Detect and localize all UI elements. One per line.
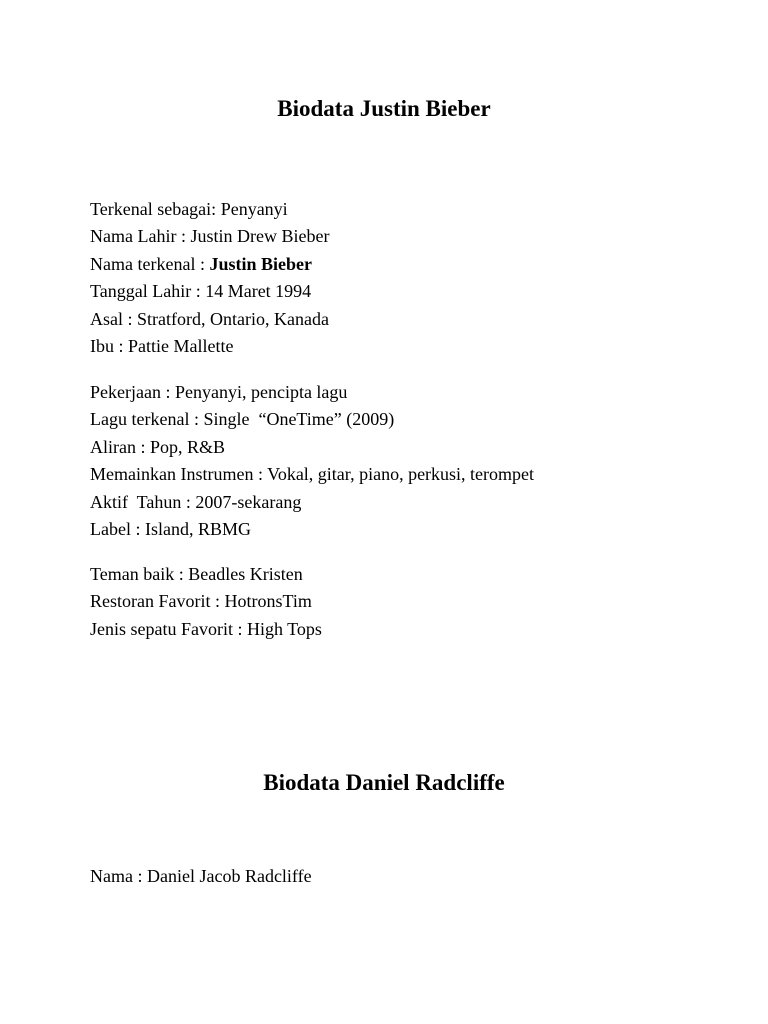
biodata-label: Nama : — [90, 866, 147, 886]
biodata-line — [90, 379, 534, 406]
biodata-label: Label : — [90, 518, 145, 539]
biodata-label: Lagu terkenal : — [90, 409, 204, 430]
biodata-value: Pattie Mallette — [128, 335, 234, 356]
biodata-line — [90, 588, 322, 615]
biodata-value: Stratford, Ontario, Kanada — [137, 308, 329, 329]
biodata-value: Pop, R&B — [150, 436, 226, 457]
biodata-label: Asal : — [90, 308, 137, 329]
biodata-label: Restoran Favorit : — [90, 591, 225, 612]
biodata-value: Penyanyi, pencipta lagu — [174, 382, 348, 402]
biodata-line — [90, 251, 329, 278]
biodata-group-daniel — [90, 863, 312, 890]
biodata-value: Single “OneTime” (2009) — [203, 409, 395, 430]
biodata-value: Daniel Jacob Radcliffe — [146, 866, 312, 886]
biodata-label: Ibu : — [90, 335, 128, 356]
biodata-value: Justin Bieber — [209, 253, 312, 274]
biodata-label: Tanggal Lahir : — [90, 281, 206, 302]
biodata-label: Terkenal sebagai: — [90, 199, 221, 219]
biodata-label: Nama terkenal : — [90, 253, 210, 274]
biodata-line — [90, 561, 322, 588]
biodata-line — [90, 278, 329, 305]
biodata-line — [90, 434, 534, 461]
biodata-label: Nama Lahir : — [90, 226, 191, 247]
biodata-line — [90, 306, 329, 333]
biodata-label: Memainkan Instrumen : — [90, 464, 268, 485]
biodata-label: Teman baik : — [90, 564, 189, 584]
biodata-group-career — [90, 379, 534, 543]
biodata-line — [90, 516, 534, 543]
document-title-daniel-radcliffe: Biodata Daniel Radcliffe — [263, 770, 505, 795]
biodata-line — [90, 863, 312, 890]
biodata-value: HotronsTim — [224, 591, 312, 612]
biodata-value: Penyanyi — [220, 199, 288, 219]
biodata-line — [90, 196, 329, 223]
biodata-line — [90, 223, 329, 250]
biodata-line — [90, 406, 534, 433]
biodata-line — [90, 616, 322, 643]
biodata-label: Aliran : — [90, 436, 150, 457]
biodata-line — [90, 333, 329, 360]
biodata-value: 14 Maret 1994 — [205, 281, 312, 302]
biodata-label: Aktif Tahun : — [90, 491, 196, 512]
biodata-value: 2007-sekarang — [195, 491, 302, 512]
biodata-group-favorites — [90, 561, 322, 643]
document-title-justin-bieber: Biodata Justin Bieber — [277, 96, 491, 121]
biodata-value: Beadles Kristen — [188, 564, 303, 584]
biodata-value: Vokal, gitar, piano, perkusi, terompet — [267, 464, 535, 485]
biodata-line — [90, 461, 534, 488]
biodata-group-personal — [90, 196, 329, 360]
biodata-value: Island, RBMG — [144, 518, 251, 539]
biodata-line — [90, 489, 534, 516]
biodata-value: High Tops — [246, 618, 322, 639]
biodata-label: Jenis sepatu Favorit : — [90, 618, 247, 639]
biodata-value: Justin Drew Bieber — [190, 226, 330, 247]
biodata-label: Pekerjaan : — [90, 382, 175, 402]
